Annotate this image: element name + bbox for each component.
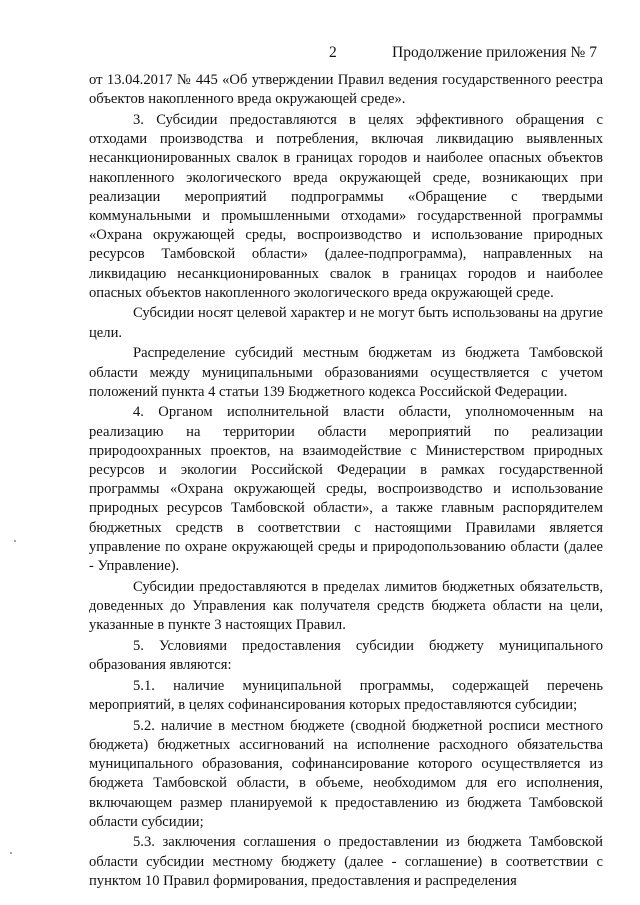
paragraph-clause-5-1: 5.1. наличие муниципальной программы, содержащей перечень мероприятий, в целях софинансирования которых предоставляются субсидии; — [89, 677, 603, 713]
document-body — [89, 71, 603, 891]
paragraph-clause-4: 4. Органом исполнительной власти области, уполномоченным на реализацию на территории области мероприятий по реализации природоохранных проектов, на взаимодействие с Министерством природных ресурсов и экологии Российской Федерации в рамках государственной программы «Охрана окружающей среды, воспроизводство и использование природных ресурсов Тамбовской области», а также главным распорядителем бюджетных средств в соответствии с настоящими Правилами является управление по охране окружающей среды и природопользованию области (далее - Управление). — [89, 404, 603, 575]
scan-speck — [10, 852, 12, 854]
paragraph-subsidy-distribution: Распределение субсидий местным бюджетам из бюджета Тамбовской области между муниципальными образованиями осуществляется с учетом положений пункта 4 статьи 139 Бюджетного кодекса Российской Федерации. — [89, 345, 603, 400]
page-number: 2 — [329, 44, 337, 61]
paragraph-continuation: от 13.04.2017 № 445 «Об утверждении Правил ведения государственного реестра объектов накопленного вреда окружающей среде». — [89, 72, 603, 108]
paragraph-clause-5-3: 5.3. заключения соглашения о предоставлении из бюджета Тамбовской области субсидии местному бюджету (далее - соглашение) в соответствии с пунктом 10 Правил формирования, предоставления и распределения — [89, 834, 603, 889]
paragraph-clause-3: 3. Субсидии предоставляются в целях эффективного обращения с отходами производства и потребления, включая ликвидацию выявленных несанкционированных свалок в границах городов и наиболее опасных объектов накопленного экологического вреда окружающей среде, возникающих при реализации мероприятий подпрограммы «Обращение с твердыми коммунальными и промышленными отходами» государственной программы «Охрана окружающей среды, воспроизводство и использование природных ресурсов Тамбовской области» (далее-подпрограмма), направленных на ликвидацию несанкционированных свалок в границах городов и наиболее опасных объектов накопленного экологического вреда окружающей среде. — [89, 111, 603, 301]
paragraph-subsidy-purpose: Субсидии носят целевой характер и не могут быть использованы на другие цели. — [89, 305, 603, 341]
paragraph-clause-5: 5. Условиями предоставления субсидии бюджету муниципального образования являются: — [89, 637, 603, 674]
paragraph-clause-5-2: 5.2. наличие в местном бюджете (сводной бюджетной росписи местного бюджета) бюджетных ассигнований на исполнение расходного обязательства муниципального образования, софинансирование которого осуществляется из бюджета Тамбовской области, в объеме, необходимом для его исполнения, включающем размер планируемой к предоставлению из бюджета Тамбовской области субсидии; — [89, 717, 603, 830]
scan-speck — [14, 540, 16, 542]
appendix-continuation-label: Продолжение приложения № 7 — [392, 44, 597, 61]
paragraph-budget-limits: Субсидии предоставляются в пределах лимитов бюджетных обязательств, доведенных до Управления как получателя средств бюджета области на цели, указанные в пункте 3 настоящих Правил. — [89, 578, 603, 634]
page-header — [0, 44, 640, 64]
